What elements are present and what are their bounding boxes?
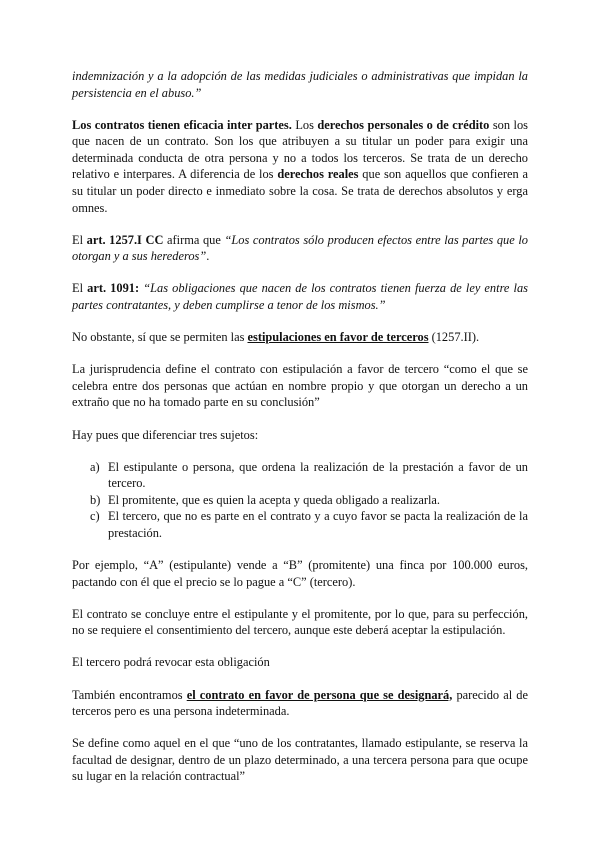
text-run: (1257.II). — [428, 330, 480, 345]
list-item-text: El estipulante o persona, que ordena la realización de la prestación a favor de un tercero. — [108, 459, 528, 491]
article-quote: “Los contratos sólo producen efectos entre las partes que lo otorgan y a sus herederos” — [72, 232, 529, 264]
list-item — [72, 508, 528, 541]
text-run: Los — [291, 117, 318, 132]
paragraph-revocar: El tercero podrá revocar esta obligación — [72, 655, 270, 670]
paragraph-concluye: El contrato se concluye entre el estipulante y el promitente, por lo que, para su perfección, no se requiere el consentimiento del tercero, aunque este deberá aceptar la estipulación. — [72, 606, 528, 638]
list-item-text: El tercero, que no es parte en el contrato y a cuyo favor se pacta la realización de la prestación. — [108, 509, 528, 540]
article-ref: art. 1257.I CC — [86, 232, 164, 247]
text-run: El — [72, 281, 88, 296]
text-run: son los que nacen de un contrato. Son los que atribuyen a su titular un poder para exigir una determinada conducta de otra persona y no a todos los terceros. Se trata de un derecho relativo e interpares. A diferencia de los — [72, 117, 528, 182]
list-marker: a) — [90, 459, 100, 474]
paragraph-define: Se define como aquel en el que “uno de los contratantes, llamado estipulante, se reserva la facultad de designar, dentro de un plazo determinado, a una tercera persona para que ocupe su lugar en la relación contractual” — [72, 736, 528, 784]
underlined-term: estipulaciones en favor de terceros — [247, 330, 429, 345]
paragraph-persona-designara — [72, 687, 528, 720]
sujetos-list — [72, 459, 528, 542]
paragraph-jurisprudencia: La jurisprudencia define el contrato con estipulación a favor de tercero “como el que se celebra entre dos personas que actúan en nombre propio y que otorgan un derecho a un extraño que no ha tomado parte en su conclusión” — [72, 362, 528, 410]
paragraph-estipulaciones — [72, 329, 528, 346]
text-run: El — [72, 232, 87, 247]
document-page — [72, 68, 528, 785]
bold-term: derechos reales — [277, 167, 359, 182]
paragraph-sujetos: Hay pues que diferenciar tres sujetos: — [72, 427, 259, 442]
text-run: afirma que — [163, 232, 225, 247]
list-item — [72, 492, 528, 509]
list-item — [72, 459, 528, 492]
paragraph-inter-partes — [72, 117, 528, 217]
underlined-term: el contrato en favor de persona que se designará, — [186, 687, 453, 702]
bold-term: derechos personales o de crédito — [317, 117, 490, 132]
list-marker: b) — [90, 492, 101, 507]
intro-quote: indemnización y a la adopción de las medidas judiciales o administrativas que impidan la persistencia en el abuso.” — [72, 69, 528, 100]
article-quote: “Las obligaciones que nacen de los contratos tienen fuerza de ley entre las partes contratantes, y deben cumplirse a tenor de los mismos.” — [72, 281, 529, 313]
text-run: No obstante, sí que se permiten las — [72, 330, 248, 345]
text-run: parecido al de terceros pero es una persona indeterminada. — [72, 687, 528, 719]
text-run: que son aquellos que confieren a su titular un poder directo e inmediato sobre la cosa. Se trata de derechos absolutos y erga omnes. — [72, 167, 529, 215]
text-run: . — [206, 249, 210, 264]
text-run: También encontramos — [72, 687, 187, 702]
paragraph-art-1257 — [72, 232, 528, 265]
article-ref: art. 1091: — [87, 281, 140, 296]
lead-text: Los contratos tienen eficacia inter partes. — [72, 117, 292, 132]
paragraph-ejemplo: Por ejemplo, “A” (estipulante) vende a “B” (promitente) una finca por 100.000 euros, pactando con él que el precio se lo pague a “C” (tercero). — [72, 558, 528, 589]
list-marker: c) — [90, 509, 100, 524]
paragraph-art-1091 — [72, 280, 528, 313]
list-item-text: El promitente, que es quien la acepta y queda obligado a realizarla. — [108, 492, 440, 507]
